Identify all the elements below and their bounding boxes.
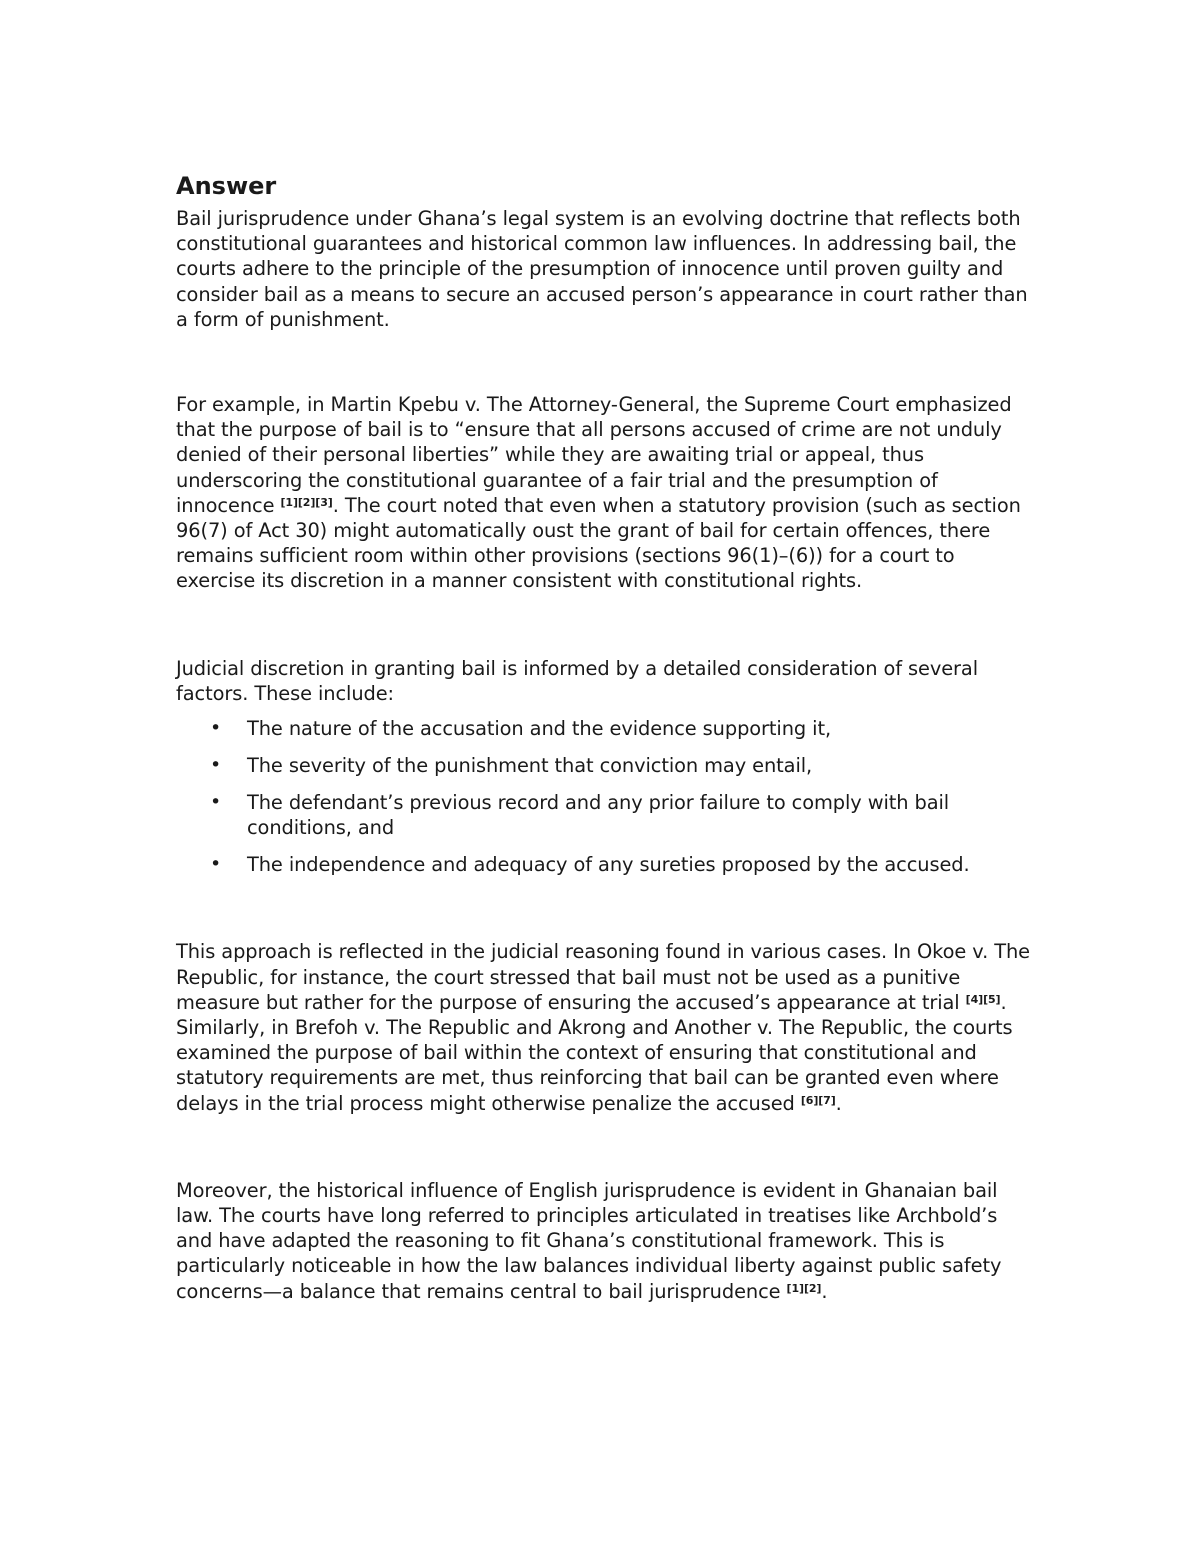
citation-6-7: [6][7]	[800, 1093, 836, 1107]
english-influence-paragraph	[176, 1178, 1036, 1304]
period: .	[835, 1091, 842, 1115]
period: .	[821, 1279, 828, 1303]
list-item	[176, 753, 1036, 778]
bullet-icon: •	[210, 753, 222, 776]
spacer	[176, 888, 1036, 939]
factor-text: The nature of the accusation and the evidence supporting it,	[247, 717, 832, 741]
bullet-icon: •	[210, 852, 222, 875]
english-influence-text: Moreover, the historical influence of English jurisprudence is evident in Ghanaian bail law. The courts have long referred to principles articulated in treatises like Archbold’s and have adapted the reasoning to fit Ghana’s constitutional framework. This is particularly noticeable in how the law balances individual liberty against public safety concerns—a balance that remains central to bail jurisprudence	[176, 1178, 1002, 1303]
spacer	[176, 332, 1036, 392]
spacer	[176, 594, 1036, 656]
bullet-icon: •	[210, 790, 222, 813]
factor-text: The severity of the punishment that conviction may entail,	[247, 753, 813, 777]
kpebu-paragraph	[176, 392, 1036, 594]
list-item	[176, 852, 1036, 877]
list-item	[176, 790, 1036, 840]
bullet-icon: •	[210, 717, 222, 740]
okoe-paragraph	[176, 939, 1036, 1115]
okoe-text: This approach is reflected in the judicial reasoning found in various cases. In Okoe v. The Republic, for instance, the court stressed that bail must not be used as a punitive measure but rather for the purpose of ensuring the accused’s appearance at trial	[176, 940, 1030, 1014]
brefoh-text: . Similarly, in Brefoh v. The Republic and Akrong and Another v. The Republic, the courts examined the purpose of bail within the context of ensuring that constitutional and statutory requirements are met, thus reinforcing that bail can be granted even where delays in the trial process might otherwise penalize the accused	[176, 990, 1013, 1115]
spacer	[176, 1116, 1036, 1178]
discretion-paragraph: Judicial discretion in granting bail is informed by a detailed consideration of several factors. These include:	[176, 656, 978, 705]
intro-paragraph: Bail jurisprudence under Ghana’s legal system is an evolving doctrine that reflects both constitutional guarantees and historical common law influences. In addressing bail, the courts adhere to the principle of the presumption of innocence until proven guilty and consider bail as a means to secure an accused person’s appearance in court rather than a form of punishment.	[176, 207, 1028, 331]
citation-4-5: [4][5]	[965, 992, 1001, 1006]
factors-list	[176, 716, 1036, 877]
document-page	[176, 170, 1036, 1304]
list-item	[176, 716, 1036, 741]
factor-text: The defendant’s previous record and any prior failure to comply with bail conditions, and	[247, 790, 950, 839]
answer-heading: Answer	[176, 172, 277, 200]
citation-1-2: [1][2]	[786, 1281, 822, 1295]
citation-1-2-3: [1][2][3]	[280, 495, 333, 509]
kpebu-text-continued: . The court noted that even when a statutory provision (such as section 96(7) of Act 30) might automatically oust the grant of bail for certain offences, there remains sufficient room within other provisions (sections 96(1)–(6)) for a court to exercise its discretion in a manner consistent with constitutional rights.	[176, 493, 1021, 593]
kpebu-text: For example, in Martin Kpebu v. The Attorney-General, the Supreme Court emphasized that the purpose of bail is to “ensure that all persons accused of crime are not unduly denied of their personal liberties” while they are awaiting trial or appeal, thus underscoring the constitutional guarantee of a fair trial and the presumption of innocence	[176, 393, 1012, 517]
factor-text: The independence and adequacy of any sureties proposed by the accused.	[247, 852, 970, 876]
